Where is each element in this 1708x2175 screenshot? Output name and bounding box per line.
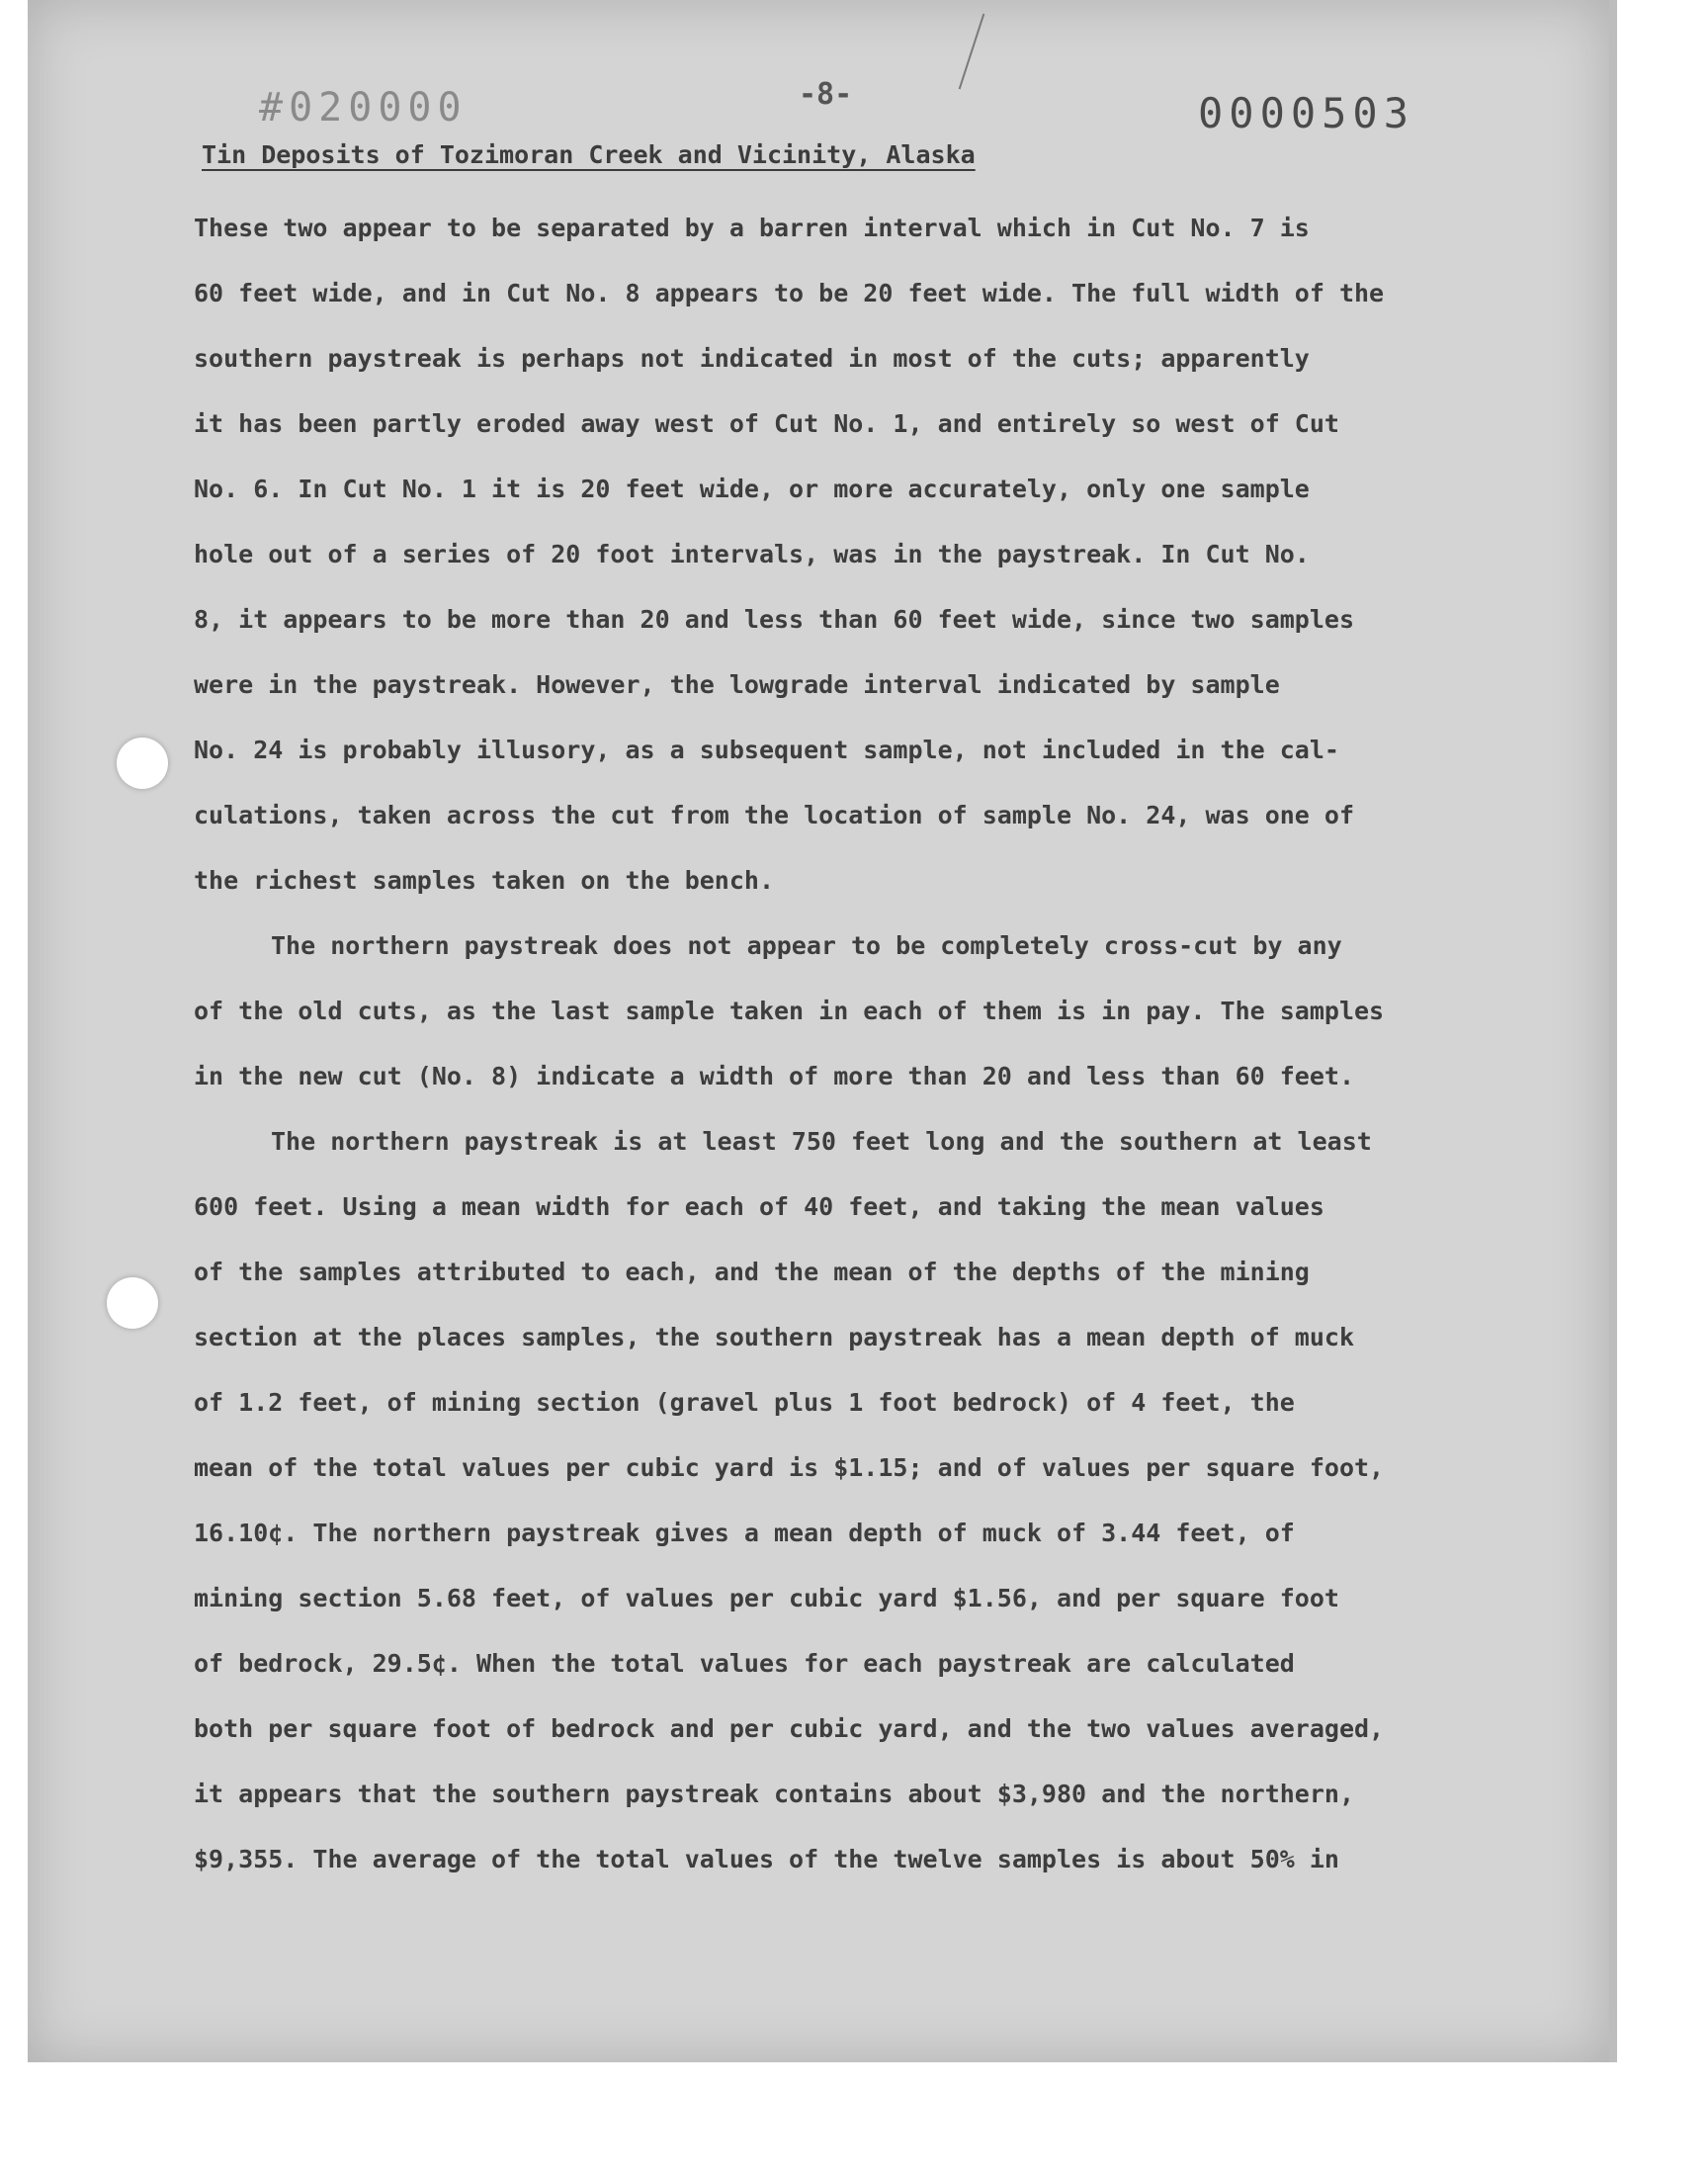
document-title: Tin Deposits of Tozimoran Creek and Vicinity, Alaska [202, 140, 976, 169]
text-line: it has been partly eroded away west of Cut No. 1, and entirely so west of Cut [194, 409, 1339, 438]
punch-hole-lower [107, 1277, 158, 1329]
text-line: hole out of a series of 20 foot intervals, was in the paystreak. In Cut No. [194, 540, 1310, 568]
archive-stamp-left: #020000 [259, 85, 468, 130]
archive-stamp-right: 0000503 [1198, 89, 1415, 137]
page-edge [1609, 0, 1617, 2062]
text-line: the richest samples taken on the bench. [194, 866, 774, 895]
text-line: The northern paystreak is at least 750 feet long and the southern at least [271, 1127, 1372, 1156]
text-line: 8, it appears to be more than 20 and less than 60 feet wide, since two samples [194, 605, 1354, 634]
page-number: -8- [799, 77, 853, 112]
text-line: of 1.2 feet, of mining section (gravel plus 1 foot bedrock) of 4 feet, the [194, 1388, 1295, 1417]
text-line: southern paystreak is perhaps not indicated in most of the cuts; apparently [194, 344, 1310, 373]
text-line: culations, taken across the cut from the location of sample No. 24, was one of [194, 801, 1354, 829]
text-line: section at the places samples, the southern paystreak has a mean depth of muck [194, 1323, 1354, 1351]
text-line: 16.10¢. The northern paystreak gives a mean depth of muck of 3.44 feet, of [194, 1519, 1295, 1547]
text-line: No. 6. In Cut No. 1 it is 20 feet wide, or more accurately, only one sample [194, 475, 1310, 503]
text-line: mean of the total values per cubic yard is $1.15; and of values per square foot, [194, 1453, 1385, 1482]
text-line: mining section 5.68 feet, of values per cubic yard $1.56, and per square foot [194, 1584, 1339, 1612]
text-line: $9,355. The average of the total values of the twelve samples is about 50% in [194, 1845, 1339, 1873]
text-line: No. 24 is probably illusory, as a subsequent sample, not included in the cal- [194, 736, 1339, 764]
text-line: The northern paystreak does not appear to be completely cross-cut by any [271, 931, 1342, 960]
text-line: These two appear to be separated by a barren interval which in Cut No. 7 is [194, 214, 1310, 242]
body-text [194, 196, 1548, 1892]
text-line: of the samples attributed to each, and the mean of the depths of the mining [194, 1258, 1310, 1286]
punch-hole-upper [117, 738, 168, 789]
text-line: 600 feet. Using a mean width for each of 40 feet, and taking the mean values [194, 1192, 1324, 1221]
text-line: in the new cut (No. 8) indicate a width of more than 20 and less than 60 feet. [194, 1062, 1354, 1090]
text-line: were in the paystreak. However, the lowgrade interval indicated by sample [194, 670, 1280, 699]
text-line: of the old cuts, as the last sample taken in each of them is in pay. The samples [194, 997, 1385, 1025]
text-line: 60 feet wide, and in Cut No. 8 appears to be 20 feet wide. The full width of the [194, 279, 1385, 307]
text-line: it appears that the southern paystreak contains about $3,980 and the northern, [194, 1780, 1354, 1808]
text-line: both per square foot of bedrock and per cubic yard, and the two values averaged, [194, 1714, 1385, 1743]
text-line: of bedrock, 29.5¢. When the total values for each paystreak are calculated [194, 1649, 1295, 1678]
